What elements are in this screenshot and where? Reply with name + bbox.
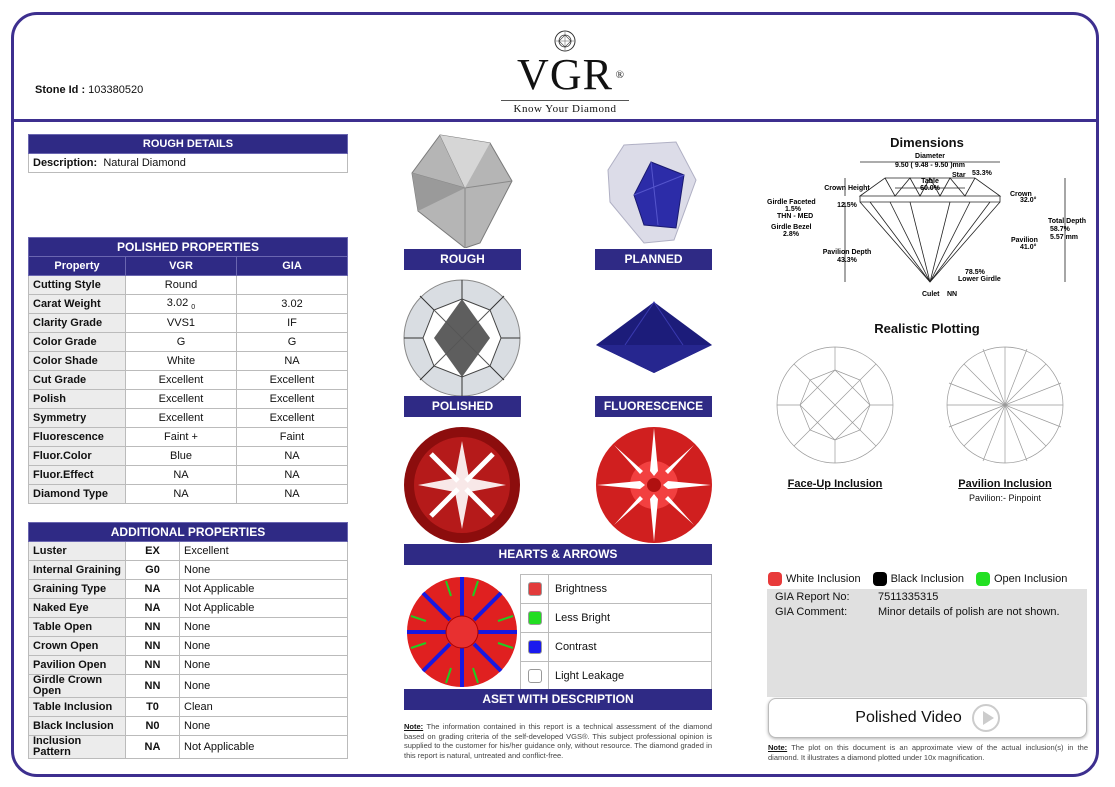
svg-text:Lower Girdle: Lower Girdle bbox=[958, 276, 1001, 283]
property-name: Table Inclusion bbox=[29, 698, 126, 717]
gia-value: NA bbox=[237, 447, 348, 466]
table-row bbox=[29, 371, 348, 390]
property-code: NN bbox=[126, 656, 180, 675]
svg-text:5.57 mm: 5.57 mm bbox=[1050, 234, 1079, 241]
gia-value bbox=[237, 276, 348, 295]
rough-description: Natural Diamond bbox=[103, 157, 186, 169]
property-value: Not Applicable bbox=[180, 580, 348, 599]
legend-swatch bbox=[528, 669, 542, 683]
inclusion-color-swatch bbox=[768, 572, 782, 586]
vgr-value: Faint + bbox=[126, 428, 237, 447]
gia-value: G bbox=[237, 333, 348, 352]
legend-row bbox=[521, 662, 712, 691]
polished-properties-table bbox=[28, 237, 348, 504]
property-name: Cutting Style bbox=[29, 276, 126, 295]
property-name: Color Shade bbox=[29, 352, 126, 371]
property-value: None bbox=[180, 675, 348, 698]
aset-image bbox=[406, 576, 518, 688]
additional-properties-table bbox=[28, 522, 348, 759]
face-up-plot bbox=[775, 345, 895, 465]
table-row bbox=[29, 599, 348, 618]
plot-note: Note: The plot on this document is an approximate view of the actual inclusion(s) in the diamond. It illustrates a diamond plotted under 10x magnification. bbox=[768, 743, 1089, 762]
property-name: Symmetry bbox=[29, 409, 126, 428]
dimensions-title: Dimensions bbox=[890, 135, 964, 150]
svg-text:Culet: Culet bbox=[922, 291, 940, 298]
table-row bbox=[29, 637, 348, 656]
property-code: NA bbox=[126, 736, 180, 759]
gia-value: Excellent bbox=[237, 371, 348, 390]
table-row bbox=[29, 736, 348, 759]
property-name: Diamond Type bbox=[29, 485, 126, 504]
aset-legend bbox=[520, 574, 712, 691]
gia-value: NA bbox=[237, 466, 348, 485]
property-name: Graining Type bbox=[29, 580, 126, 599]
legend-swatch bbox=[528, 640, 542, 654]
inclusion-legend-item: Black Inclusion bbox=[873, 572, 964, 586]
table-row bbox=[29, 333, 348, 352]
svg-text:9.50 ( 9.48 - 9.50 )mm: 9.50 ( 9.48 - 9.50 )mm bbox=[894, 162, 966, 169]
play-icon bbox=[972, 704, 1000, 732]
svg-text:12.5%: 12.5% bbox=[837, 202, 857, 209]
legend-row bbox=[521, 575, 712, 604]
gia-report-label: GIA Report No: bbox=[775, 591, 850, 603]
property-value: None bbox=[180, 561, 348, 580]
gia-value: NA bbox=[237, 352, 348, 371]
vgr-value: NA bbox=[126, 485, 237, 504]
property-code: NN bbox=[126, 637, 180, 656]
inclusion-color-swatch bbox=[873, 572, 887, 586]
table-row bbox=[29, 542, 348, 561]
property-value: None bbox=[180, 618, 348, 637]
legend-label: Less Bright bbox=[549, 604, 712, 633]
gia-value: IF bbox=[237, 314, 348, 333]
vgr-value: Round bbox=[126, 276, 237, 295]
vgr-value: VVS1 bbox=[126, 314, 237, 333]
gia-value: Faint bbox=[237, 428, 348, 447]
vgr-value: Excellent bbox=[126, 371, 237, 390]
property-name: Girdle Crown Open bbox=[29, 675, 126, 698]
rough-details-title: ROUGH DETAILS bbox=[29, 135, 348, 154]
planned-diamond-image bbox=[606, 140, 698, 245]
table-row bbox=[29, 390, 348, 409]
svg-text:Girdle Bezel: Girdle Bezel bbox=[771, 224, 812, 231]
pavilion-plot bbox=[945, 345, 1065, 465]
table-row bbox=[29, 656, 348, 675]
svg-text:2.8%: 2.8% bbox=[783, 231, 799, 238]
polished-video-label: Polished Video bbox=[855, 709, 962, 726]
svg-text:Table: Table bbox=[921, 178, 939, 185]
property-name: Fluor.Effect bbox=[29, 466, 126, 485]
table-row bbox=[29, 717, 348, 736]
table-row bbox=[29, 580, 348, 599]
pavilion-inclusion-detail: Pavilion:- Pinpoint bbox=[968, 493, 1042, 503]
svg-text:43.3%: 43.3% bbox=[837, 257, 857, 264]
stone-id-value: 103380520 bbox=[88, 84, 144, 96]
property-code: NN bbox=[126, 618, 180, 637]
fluorescence-diamond-image bbox=[595, 300, 713, 375]
gia-comment-label: GIA Comment: bbox=[775, 606, 848, 618]
label-aset: ASET WITH DESCRIPTION bbox=[404, 689, 712, 710]
inclusion-color-swatch bbox=[976, 572, 990, 586]
property-code: NN bbox=[126, 675, 180, 698]
legend-row bbox=[521, 604, 712, 633]
label-planned: PLANNED bbox=[595, 249, 712, 270]
vgr-value: G bbox=[126, 333, 237, 352]
label-polished: POLISHED bbox=[404, 396, 521, 417]
svg-text:60.0%: 60.0% bbox=[920, 185, 940, 192]
property-name: Polish bbox=[29, 390, 126, 409]
property-code: EX bbox=[126, 542, 180, 561]
table-row bbox=[29, 409, 348, 428]
vgr-value: 3.02 $_0$ bbox=[126, 295, 237, 314]
vgr-value: Excellent bbox=[126, 390, 237, 409]
svg-text:53.3%: 53.3% bbox=[972, 170, 992, 177]
property-name: Carat Weight bbox=[29, 295, 126, 314]
rough-diamond-image bbox=[410, 133, 515, 248]
arrows-image bbox=[595, 426, 713, 544]
legend-label: Light Leakage bbox=[549, 662, 712, 691]
gia-info-box bbox=[767, 589, 1087, 697]
svg-text:Girdle Faceted: Girdle Faceted bbox=[767, 199, 816, 206]
vgr-value: Blue bbox=[126, 447, 237, 466]
polished-video-button[interactable] bbox=[768, 698, 1087, 738]
legend-label: Brightness bbox=[549, 575, 712, 604]
legend-swatch bbox=[528, 582, 542, 596]
table-row bbox=[29, 447, 348, 466]
logo-tagline: Know Your Diamond bbox=[501, 100, 629, 115]
plotting-title: Realistic Plotting bbox=[874, 321, 980, 336]
table-row bbox=[29, 698, 348, 717]
property-name: Inclusion Pattern bbox=[29, 736, 126, 759]
gia-comment: Minor details of polish are not shown. bbox=[878, 606, 1060, 618]
rough-details-table: ROUGH DETAILS Description: Natural Diamond bbox=[28, 134, 348, 173]
property-value: Excellent bbox=[180, 542, 348, 561]
svg-text:Crown: Crown bbox=[1010, 191, 1032, 198]
property-code: G0 bbox=[126, 561, 180, 580]
polished-title: POLISHED PROPERTIES bbox=[29, 238, 348, 257]
vgr-value: White bbox=[126, 352, 237, 371]
property-value: Not Applicable bbox=[180, 599, 348, 618]
hearts-image bbox=[403, 426, 521, 544]
table-row bbox=[29, 314, 348, 333]
table-row bbox=[29, 295, 348, 314]
gia-value: 3.02 bbox=[237, 295, 348, 314]
svg-text:58.7%: 58.7% bbox=[1050, 226, 1070, 233]
svg-text:41.0°: 41.0° bbox=[1020, 244, 1037, 251]
report-note: Note: The information contained in this report is a technical assessment of the diamond based on grading criteria of the self-developed VGS®. This subject professional opinion is supplied to the customer for his/her guidance only, without resource. The diamond graded in this report is natural, untreated and conflict-free. bbox=[404, 722, 713, 760]
svg-text:78.5%: 78.5% bbox=[965, 269, 985, 276]
table-row bbox=[29, 675, 348, 698]
property-code: NA bbox=[126, 580, 180, 599]
inclusion-legend-item: White Inclusion bbox=[768, 572, 861, 586]
svg-text:Total Depth: Total Depth bbox=[1048, 218, 1086, 225]
vgr-value: Excellent bbox=[126, 409, 237, 428]
gia-value: Excellent bbox=[237, 409, 348, 428]
col-property: Property bbox=[29, 257, 126, 276]
property-value: None bbox=[180, 717, 348, 736]
vgr-logo: VGR ® Know Your Diamond bbox=[495, 30, 635, 115]
col-vgr: VGR bbox=[126, 257, 237, 276]
property-name: Clarity Grade bbox=[29, 314, 126, 333]
label-rough: ROUGH bbox=[404, 249, 521, 270]
property-name: Black Inclusion bbox=[29, 717, 126, 736]
stone-id: Stone Id : 103380520 bbox=[35, 84, 144, 96]
vgr-value: NA bbox=[126, 466, 237, 485]
property-name: Pavilion Open bbox=[29, 656, 126, 675]
table-row bbox=[29, 466, 348, 485]
face-up-inclusion-link[interactable]: Face-Up Inclusion bbox=[787, 478, 883, 490]
inclusion-legend-item: Open Inclusion bbox=[976, 572, 1067, 586]
svg-text:Pavilion: Pavilion bbox=[1011, 237, 1038, 244]
header-divider bbox=[13, 119, 1097, 122]
property-name: Fluorescence bbox=[29, 428, 126, 447]
label-hearts-arrows: HEARTS & ARROWS bbox=[404, 544, 712, 565]
additional-title: ADDITIONAL PROPERTIES bbox=[29, 523, 348, 542]
property-value: Not Applicable bbox=[180, 736, 348, 759]
property-code: T0 bbox=[126, 698, 180, 717]
svg-text:Diameter: Diameter bbox=[915, 153, 945, 160]
table-row bbox=[29, 352, 348, 371]
property-name: Internal Graining bbox=[29, 561, 126, 580]
property-name: Table Open bbox=[29, 618, 126, 637]
gia-report-number: 7511335315 bbox=[878, 591, 939, 603]
property-name: Luster bbox=[29, 542, 126, 561]
col-gia: GIA bbox=[237, 257, 348, 276]
label-fluorescence: FLUORESCENCE bbox=[595, 396, 712, 417]
legend-label: Contrast bbox=[549, 633, 712, 662]
dimensions-diagram bbox=[765, 150, 1090, 300]
table-row bbox=[29, 618, 348, 637]
svg-text:THN - MED: THN - MED bbox=[777, 213, 814, 220]
property-name: Color Grade bbox=[29, 333, 126, 352]
property-name: Crown Open bbox=[29, 637, 126, 656]
table-row bbox=[29, 561, 348, 580]
property-name: Cut Grade bbox=[29, 371, 126, 390]
table-row bbox=[29, 485, 348, 504]
property-code: NA bbox=[126, 599, 180, 618]
table-row bbox=[29, 428, 348, 447]
polished-diamond-image bbox=[403, 279, 521, 397]
property-value: None bbox=[180, 656, 348, 675]
svg-text:32.0°: 32.0° bbox=[1020, 197, 1037, 204]
diamond-logo-icon bbox=[554, 30, 576, 52]
property-value: Clean bbox=[180, 698, 348, 717]
svg-text:Pavilion Depth: Pavilion Depth bbox=[822, 249, 872, 256]
gia-value: Excellent bbox=[237, 390, 348, 409]
gia-value: NA bbox=[237, 485, 348, 504]
property-name: Naked Eye bbox=[29, 599, 126, 618]
legend-swatch bbox=[528, 611, 542, 625]
property-value: None bbox=[180, 637, 348, 656]
inclusion-legend bbox=[768, 572, 1088, 589]
svg-text:1.5%: 1.5% bbox=[785, 206, 801, 213]
property-name: Fluor.Color bbox=[29, 447, 126, 466]
svg-text:Crown Height: Crown Height bbox=[824, 185, 870, 192]
pavilion-inclusion-link[interactable]: Pavilion Inclusion bbox=[958, 478, 1052, 490]
svg-text:Star: Star bbox=[952, 172, 966, 179]
table-row bbox=[29, 276, 348, 295]
svg-text:NN: NN bbox=[947, 291, 958, 298]
legend-row bbox=[521, 633, 712, 662]
property-code: N0 bbox=[126, 717, 180, 736]
